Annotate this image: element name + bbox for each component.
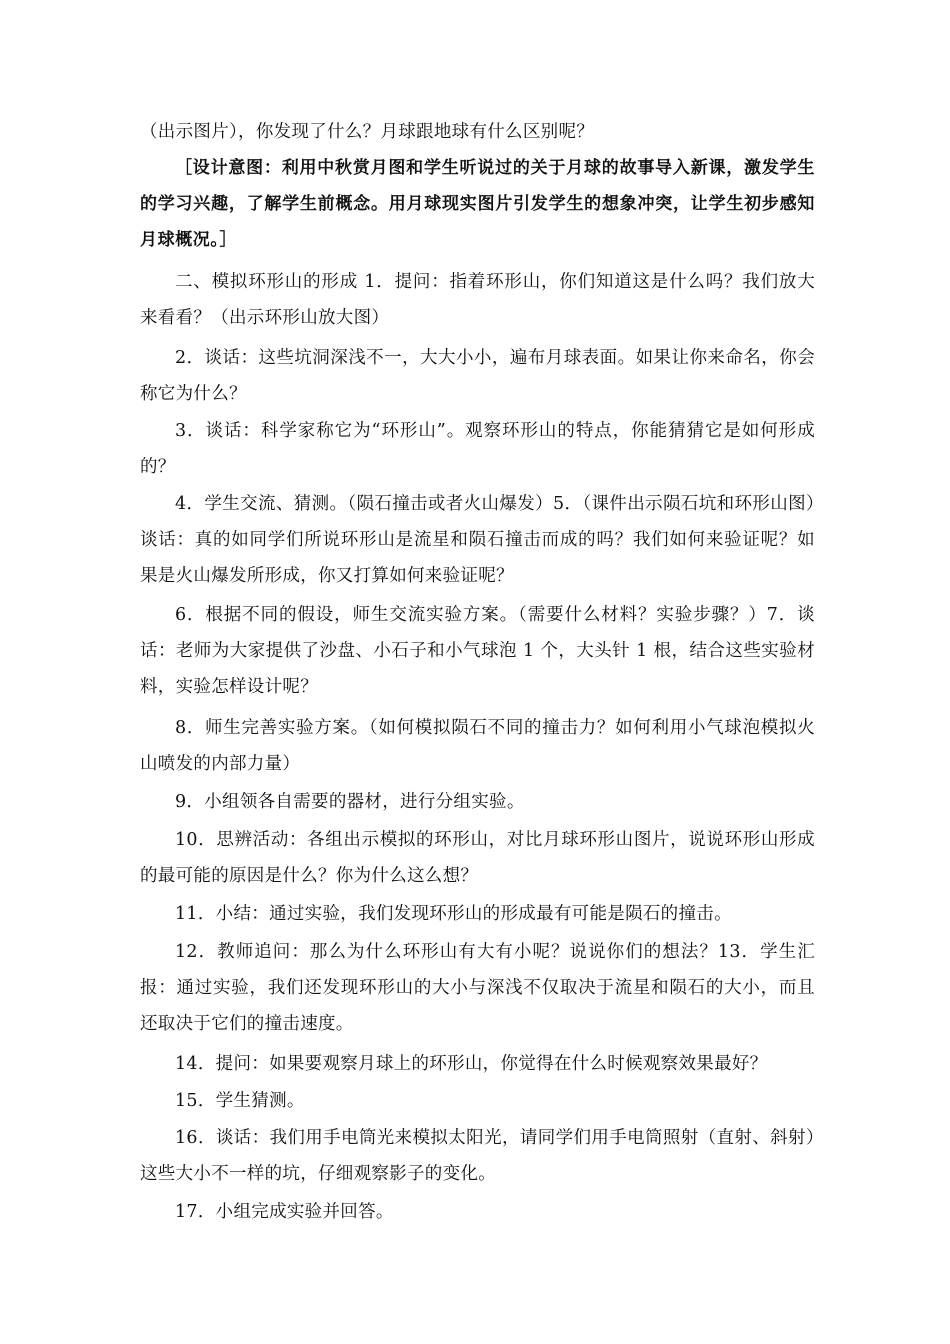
paragraph-item-2: 2．谈话：这些坑洞深浅不一，大大小小，遍布月球表面。如果让你来命名，你会称它为什么？ xyxy=(140,348,815,404)
paragraph-design-intent: ［设计意图：利用中秋赏月图和学生听说过的关于月球的故事导入新课，激发学生的学习兴趣，了解学生前概念。用月球现实图片引发学生的想象冲突，让学生初步感知月球概况。］ xyxy=(140,158,815,250)
paragraph-item-17: 17．小组完成实验并回答。 xyxy=(175,1202,394,1222)
paragraph-item-4-5: 4．学生交流、猜测。（陨石撞击或者火山爆发）5．（课件出示陨石坑和环形山图）谈话：真的如同学们所说环形山是流星和陨石撞击而成的吗？我们如何来验证呢？如果是火山爆发所形成，你又打算如何来验证呢？ xyxy=(140,494,815,586)
paragraph-item-11: 11．小结：通过实验，我们发现环形山的形成最有可能是陨石的撞击。 xyxy=(175,904,732,924)
paragraph-item-16: 16．谈话：我们用手电筒光来模拟太阳光，请同学们用手电筒照射（直射、斜射）这些大小不一样的坑，仔细观察影子的变化。 xyxy=(140,1128,815,1184)
paragraph-section-two: 二、模拟环形山的形成 1．提问：指着环形山，你们知道这是什么吗？我们放大来看看？（出示环形山放大图） xyxy=(140,272,815,328)
paragraph-item-3: 3．谈话：科学家称它为“环形山”。观察环形山的特点，你能猜猜它是如何形成的？ xyxy=(140,421,815,477)
paragraph-item-12-13: 12．教师追问：那么为什么环形山有大有小呢？说说你们的想法？13．学生汇报：通过实验，我们还发现环形山的大小与深浅不仅取决于流星和陨石的大小，而且还取决于它们的撞击速度。 xyxy=(140,942,815,1034)
paragraph-item-8: 8．师生完善实验方案。（如何模拟陨石不同的撞击力？如何利用小气球泡模拟火山喷发的内部力量） xyxy=(140,718,815,774)
paragraph-item-10: 10．思辨活动：各组出示模拟的环形山，对比月球环形山图片，说说环形山形成的最可能的原因是什么？你为什么这么想？ xyxy=(140,830,815,886)
paragraph-item-14: 14．提问：如果要观察月球上的环形山，你觉得在什么时候观察效果最好？ xyxy=(175,1054,768,1074)
paragraph-item-6-7: 6．根据不同的假设，师生交流实验方案。（需要什么材料？实验步骤？）7．谈话：老师为大家提供了沙盘、小石子和小气球泡 1 个，大头针 1 根，结合这些实验材料，实验怎样设计呢？ xyxy=(140,605,815,697)
paragraph-item-9: 9．小组领各自需要的器材，进行分组实验。 xyxy=(175,792,525,812)
paragraph-intro-question: （出示图片），你发现了什么？月球跟地球有什么区别呢？ xyxy=(140,122,595,142)
paragraph-item-15: 15．学生猜测。 xyxy=(175,1091,305,1111)
